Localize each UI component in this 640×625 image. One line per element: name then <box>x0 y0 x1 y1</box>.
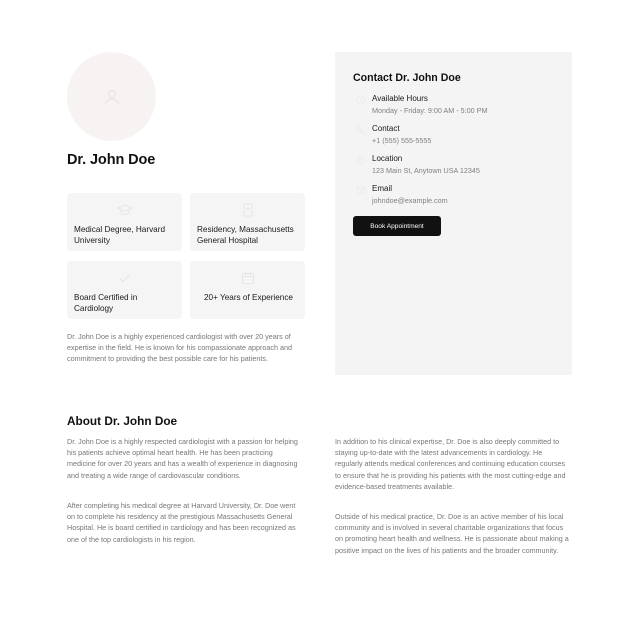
mail-icon <box>356 185 366 195</box>
book-appointment-button[interactable]: Book Appointment <box>353 216 441 236</box>
email-label: Email <box>372 184 393 193</box>
user-icon <box>102 87 122 107</box>
certificate-icon <box>117 270 133 286</box>
about-title: About Dr. John Doe <box>67 414 178 428</box>
location-label: Location <box>372 154 403 163</box>
credential-card-residency <box>190 193 305 251</box>
phone-value[interactable]: +1 (555) 555-5555 <box>372 136 432 145</box>
clock-icon <box>356 95 366 105</box>
about-paragraph: Outside of his medical practice, Dr. Doe is an active member of his local community and is involved in several charitable organizations that focus on promoting heart health and wellness. He is passionate about making a positive impact on the lives of his patients and the broader community. <box>335 512 569 555</box>
about-paragraph: In addition to his clinical expertise, Dr. Doe is also deeply committed to staying up-to-date with the latest advancements in cardiology. He regularly attends medical conferences and continuing education courses to ensure that he is providing his patients with the most cutting-edge and evidence-based treatments available. <box>335 437 566 491</box>
credential-card-certification <box>67 261 182 319</box>
doctor-name: Dr. John Doe <box>67 152 156 168</box>
doctor-summary: Dr. John Doe is a highly experienced cardiologist with over 20 years of expertise in the field. He is known for his compassionate approach and commitment to providing the best possible care for his patients. <box>67 332 292 364</box>
credential-card-experience <box>190 261 305 319</box>
contact-row-email <box>372 184 448 206</box>
avatar <box>67 52 156 141</box>
credential-text: Board Certified in Cardiology <box>74 293 138 313</box>
graduation-cap-icon <box>117 202 133 218</box>
contact-title: Contact Dr. John Doe <box>353 72 461 84</box>
phone-icon <box>356 125 366 135</box>
about-paragraph: After completing his medical degree at Harvard University, Dr. Doe went on to complete his residency at the prestigious Massachusetts General Hospital. He is board certified in cardiology and has been recognized as one of the top cardiologists in his region. <box>67 501 296 544</box>
location-value: 123 Main St, Anytown USA 12345 <box>372 166 480 175</box>
hours-label: Available Hours <box>372 94 428 103</box>
credential-text: 20+ Years of Experience <box>204 293 293 302</box>
contact-row-location <box>372 154 480 176</box>
map-pin-icon <box>356 155 366 165</box>
about-paragraph: Dr. John Doe is a highly respected cardiologist with a passion for helping his patients achieve optimal heart health. He has been practicing medicine for over 20 years and has a wealth of experience in diagnosing and treating a wide range of cardiovascular conditions. <box>67 437 298 480</box>
credential-text: Medical Degree, Harvard University <box>74 225 166 245</box>
hours-value: Monday - Friday: 9:00 AM - 5:00 PM <box>372 106 488 115</box>
hospital-icon <box>240 202 256 218</box>
phone-label: Contact <box>372 124 400 133</box>
credential-card-degree <box>67 193 182 251</box>
email-value[interactable]: johndoe@example.com <box>372 196 448 205</box>
credential-text: Residency, Massachusetts General Hospital <box>197 225 294 245</box>
contact-row-phone <box>372 124 431 146</box>
calendar-icon <box>240 270 256 286</box>
contact-row-hours <box>372 94 487 116</box>
contact-panel <box>335 52 572 375</box>
